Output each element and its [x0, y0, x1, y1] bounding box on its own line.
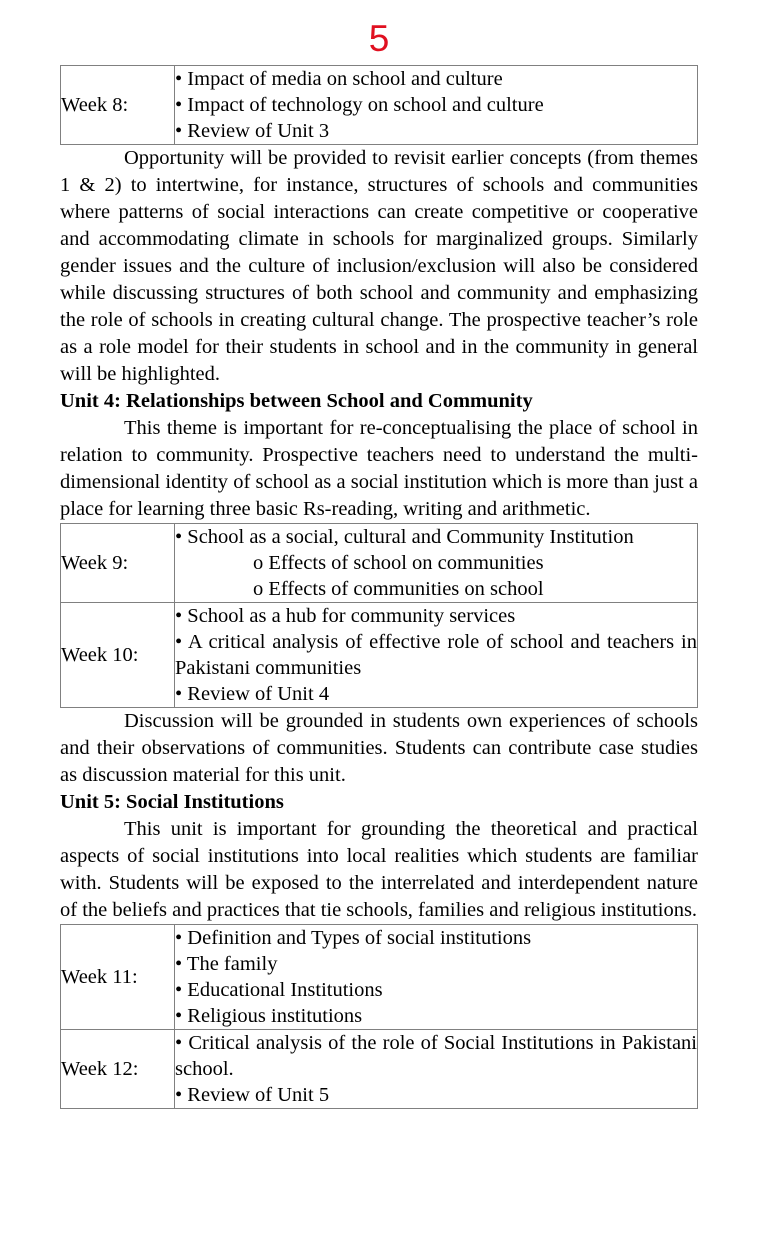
list-item: • Impact of media on school and culture [175, 68, 503, 90]
sub-list-item: o Effects of school on communities [253, 552, 544, 574]
table-row [61, 603, 698, 708]
week-topics-cell [175, 1030, 698, 1109]
list-item: • Religious institutions [175, 1005, 363, 1027]
list-item: • School as a hub for community services [175, 605, 516, 627]
document-content [60, 65, 698, 1109]
week-label-cell: Week 10: [61, 603, 175, 708]
week-topics-cell [175, 66, 698, 145]
week-label-cell: Week 12: [61, 1030, 175, 1109]
list-item: • The family [175, 953, 278, 975]
list-item: • Educational Institutions [175, 979, 383, 1001]
table-row [61, 524, 698, 603]
week-topics-cell [175, 603, 698, 708]
list-item: • Impact of technology on school and culture [175, 94, 544, 116]
paragraph-unit3-revisit: Opportunity will be provided to revisit earlier concepts (from themes 1 & 2) to intertwine, for instance, structures of schools and communities where patterns of social interactions can create competitive or cooperative and accommodating climate in schools for marginalized groups. Similarly gender issues and the culture of inclusion/exclusion will also be considered while discussing structures of both school and community and emphasizing the role of schools in creating cultural change. The prospective teacher’s role as a role model for their students in school and in the community in general will be highlighted. [60, 147, 698, 385]
page-number: 5 [368, 18, 390, 59]
heading-unit-5: Unit 5: Social Institutions [60, 791, 284, 813]
list-item: • School as a social, cultural and Community Institution [175, 526, 634, 548]
list-item: • Review of Unit 5 [175, 1084, 330, 1106]
list-item: • Review of Unit 4 [175, 683, 330, 705]
table-row [61, 925, 698, 1030]
week-topics-cell [175, 524, 698, 603]
table-week-8 [60, 65, 698, 145]
table-week-9-10 [60, 523, 698, 708]
table-row [61, 66, 698, 145]
week-label-cell: Week 9: [61, 524, 175, 603]
week-topics-cell [175, 925, 698, 1030]
table-row [61, 1030, 698, 1109]
paragraph-unit4-intro: This theme is important for re-conceptualising the place of school in relation to community. Prospective teachers need to understand the multi-dimensional identity of school as a social institution which is more than just a place for learning three basic Rs-reading, writing and arithmetic. [60, 417, 698, 520]
list-item: • Definition and Types of social institutions [175, 927, 532, 949]
paragraph-unit4-outro: Discussion will be grounded in students own experiences of schools and their observations of communities. Students can contribute case studies as discussion material for this unit. [60, 710, 698, 786]
table-week-11-12 [60, 924, 698, 1109]
sub-list-item: o Effects of communities on school [253, 578, 544, 600]
list-item: • Review of Unit 3 [175, 120, 330, 142]
list-item: • A critical analysis of effective role of school and teachers in Pakistani communities [175, 631, 697, 679]
week-label-cell: Week 11: [61, 925, 175, 1030]
paragraph-unit5-intro: This unit is important for grounding the theoretical and practical aspects of social institutions into local realities which students are familiar with. Students will be exposed to the interrelated and interdependent nature of the beliefs and practices that tie schools, families and religious institutions. [60, 818, 698, 921]
list-item: • Critical analysis of the role of Social Institutions in Pakistani school. [175, 1032, 697, 1080]
heading-unit-4: Unit 4: Relationships between School and Community [60, 390, 533, 412]
week-label-cell: Week 8: [61, 66, 175, 145]
